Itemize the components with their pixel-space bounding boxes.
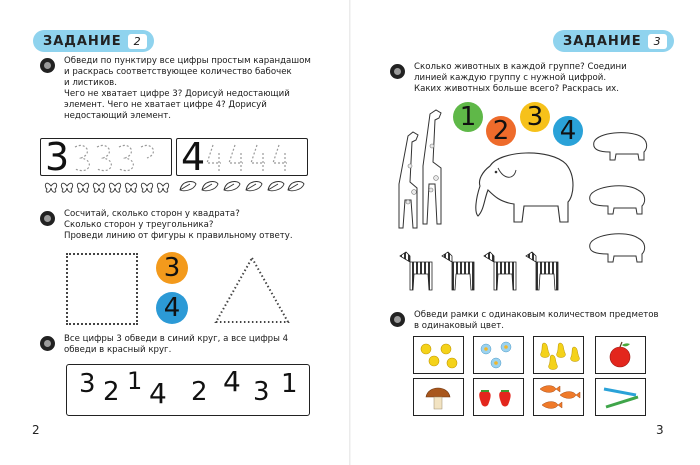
task-line: линией каждую группу с нужной цифрой.	[414, 73, 607, 83]
fish-icon	[534, 379, 583, 415]
pears-icon	[534, 337, 583, 373]
task-bullet-icon	[40, 336, 55, 351]
page-number-left: 2	[32, 423, 40, 437]
digit-item[interactable]: 3	[79, 369, 96, 399]
task-line: Проведи линию от фигуры к правильному ответу.	[64, 231, 293, 241]
task-line: Сколько сторон у треугольника?	[64, 220, 214, 230]
strawberries-icon	[474, 379, 523, 415]
digits-box	[66, 364, 310, 416]
mushroom-icon	[414, 379, 463, 415]
task-text-shapes	[64, 209, 334, 242]
leaves-row[interactable]	[178, 178, 308, 194]
task-line: элемент. Чего не хватает цифре 4? Дорисуй	[64, 100, 267, 110]
task-banner-left	[33, 30, 154, 52]
digit-trace-3: 3	[45, 135, 70, 179]
trace-box-4[interactable]	[176, 135, 308, 179]
dotted-3-guides	[41, 139, 171, 175]
task-text-circle-digits	[64, 334, 334, 356]
banner-word: ЗАДАНИЕ	[43, 33, 122, 49]
banner-number: 3	[648, 34, 667, 49]
trace-box-3[interactable]	[40, 135, 172, 179]
frame-flowers[interactable]	[473, 336, 524, 374]
number-circle-3[interactable]	[520, 102, 550, 132]
task-line: Сколько животных в каждой группе? Соедини	[414, 62, 627, 72]
page-number-right: 3	[656, 423, 664, 437]
answer-circle-4[interactable]	[156, 292, 188, 324]
task-line: в одинаковый цвет.	[414, 321, 505, 331]
frame-apple[interactable]	[595, 336, 646, 374]
task-bullet-icon	[40, 58, 55, 73]
number-circle-4[interactable]	[553, 116, 583, 146]
task-line: Каких животных больше всего? Раскрась их.	[414, 84, 619, 94]
answer-label-3: 3	[163, 253, 181, 283]
page-gutter	[349, 0, 351, 465]
hippo-icon[interactable]	[586, 180, 650, 216]
hippo-icon[interactable]	[588, 128, 652, 162]
task-line: обведи в красный круг.	[64, 345, 172, 355]
frame-chicks[interactable]	[413, 336, 464, 374]
square-shape[interactable]	[66, 253, 138, 325]
digit-trace-4: 4	[181, 135, 206, 179]
frame-strawberries[interactable]	[473, 378, 524, 416]
task-line: Сосчитай, сколько сторон у квадрата?	[64, 209, 240, 219]
banner-number: 2	[128, 34, 147, 49]
task-line: недостающий элемент.	[64, 111, 171, 121]
digit-item[interactable]: 4	[149, 377, 167, 410]
number-label: 2	[492, 116, 510, 146]
dotted-4-guides	[177, 139, 307, 175]
frame-mushroom[interactable]	[413, 378, 464, 416]
frame-pencils[interactable]	[595, 378, 646, 416]
task-banner-right	[553, 30, 674, 52]
number-label: 4	[559, 116, 577, 146]
number-circle-2[interactable]	[486, 116, 516, 146]
pencils-icon	[596, 379, 645, 415]
digit-item[interactable]: 1	[281, 369, 298, 399]
task-bullet-icon	[390, 312, 405, 327]
number-label: 3	[526, 102, 544, 132]
butterflies-row[interactable]	[42, 178, 172, 194]
task-line: Все цифры 3 обведи в синий круг, а все цифры 4	[64, 334, 289, 344]
apple-icon	[596, 337, 645, 373]
answer-label-4: 4	[163, 293, 181, 323]
task-line: Обведи по пунктиру все цифры простым карандашом	[64, 56, 311, 66]
digit-item[interactable]: 2	[191, 377, 208, 407]
hippo-icon[interactable]	[586, 228, 650, 264]
flowers-icon	[474, 337, 523, 373]
answer-circle-3[interactable]	[156, 252, 188, 284]
chicks-icon	[414, 337, 463, 373]
frame-pears[interactable]	[533, 336, 584, 374]
triangle-shape[interactable]	[212, 254, 292, 326]
giraffes-group[interactable]	[386, 106, 466, 231]
task-text-trace	[64, 56, 334, 122]
number-label: 1	[459, 102, 477, 132]
task-text-animals	[414, 62, 674, 95]
task-line: Чего не хватает цифре 3? Дорисуй недостающий	[64, 89, 290, 99]
task-line: и раскрась соответствующее количество бабочек	[64, 67, 292, 77]
zebras-group[interactable]	[396, 248, 562, 298]
digit-item[interactable]: 3	[253, 377, 270, 407]
task-line: и листиков.	[64, 78, 117, 88]
task-bullet-icon	[40, 211, 55, 226]
digit-item[interactable]: 2	[103, 377, 120, 407]
banner-word: ЗАДАНИЕ	[563, 33, 642, 49]
task-line: Обведи рамки с одинаковым количеством предметов	[414, 310, 659, 320]
frame-fish[interactable]	[533, 378, 584, 416]
digit-item[interactable]: 1	[127, 367, 143, 395]
elephant-icon[interactable]	[470, 146, 580, 228]
task-bullet-icon	[390, 64, 405, 79]
task-text-frames	[414, 310, 684, 332]
digit-item[interactable]: 4	[223, 365, 241, 398]
